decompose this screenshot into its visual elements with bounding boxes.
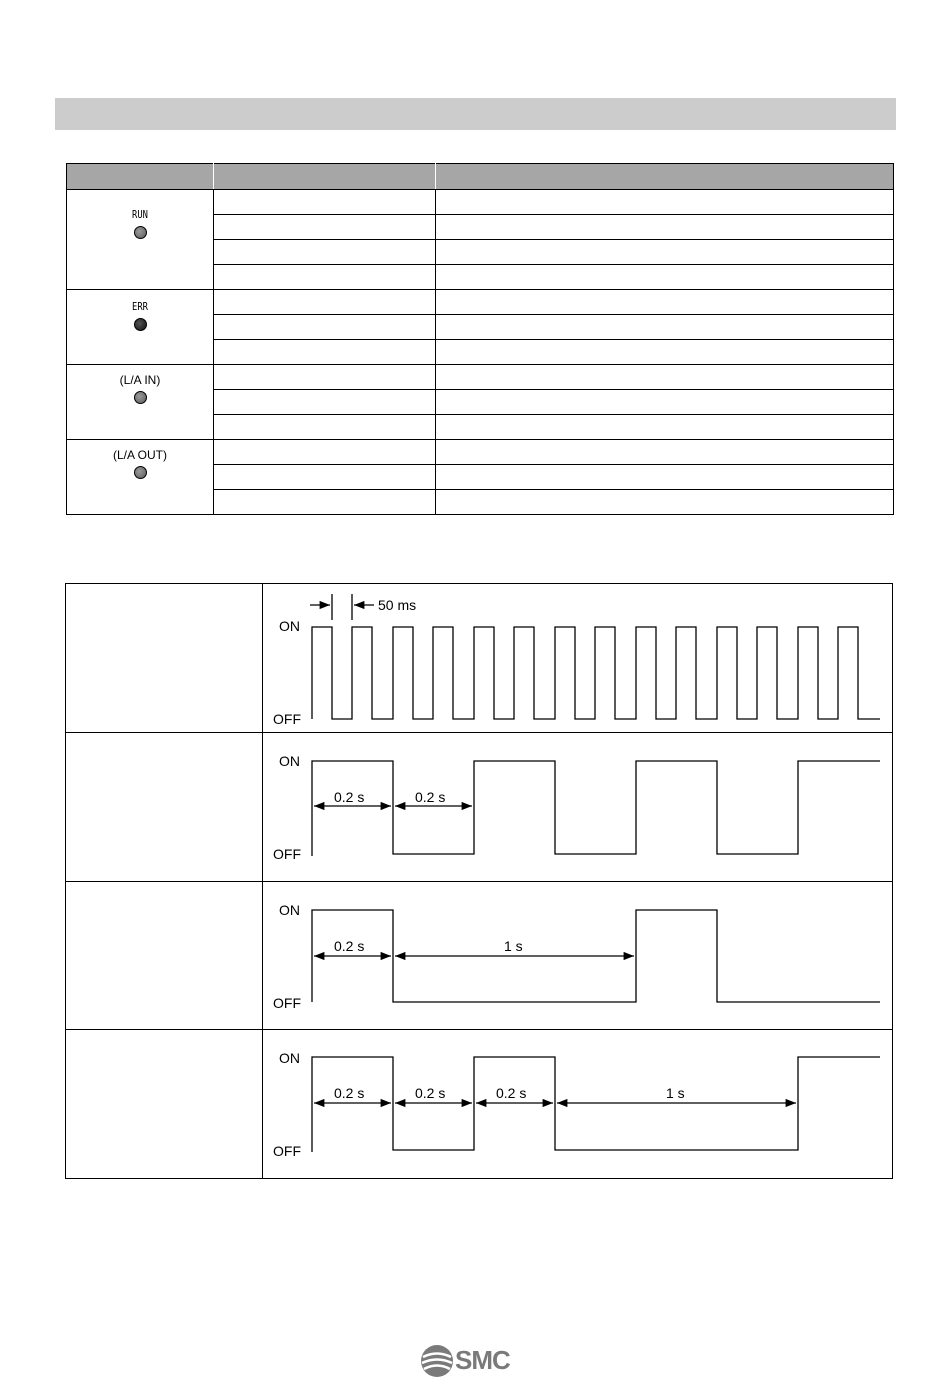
- duration-label: 0.2 s: [415, 789, 446, 805]
- smc-logo-text: SMC: [455, 1345, 510, 1375]
- duration-label: 1 s: [666, 1085, 685, 1101]
- double-flash-waveform: [312, 1057, 880, 1152]
- table-cell: [436, 265, 894, 290]
- table-cell: [214, 340, 436, 365]
- on-label: ON: [279, 753, 300, 769]
- header-led: [67, 164, 214, 190]
- table-cell: [214, 315, 436, 340]
- table-cell: [436, 340, 894, 365]
- header-description: [436, 164, 894, 190]
- table-cell: [436, 440, 894, 465]
- led-run-label: RUN: [132, 208, 148, 221]
- led-err-indicator: [134, 318, 147, 331]
- table-cell: [214, 215, 436, 240]
- duration-label: 0.2 s: [415, 1085, 446, 1101]
- table-cell: [214, 190, 436, 215]
- off-label: OFF: [273, 711, 301, 727]
- flicker-waveform: [312, 627, 880, 719]
- table-cell: [436, 465, 894, 490]
- table-cell: [214, 465, 436, 490]
- led-la-in-indicator: [134, 391, 147, 404]
- section-header-bar: [55, 98, 896, 130]
- led-la-out-indicator: [134, 466, 147, 479]
- smc-logo: [420, 1344, 532, 1380]
- table-cell: [436, 390, 894, 415]
- table-cell: [214, 240, 436, 265]
- table-cell: [214, 440, 436, 465]
- table-cell: [214, 365, 436, 390]
- on-label: ON: [279, 902, 300, 918]
- period-50ms-label: 50 ms: [378, 597, 417, 613]
- led-la-out-cell: [67, 440, 214, 515]
- timing-diagrams: [66, 584, 892, 1178]
- table-cell: [436, 415, 894, 440]
- duration-label: 0.2 s: [334, 938, 365, 954]
- duration-label: 1 s: [504, 938, 523, 954]
- led-la-out-label: (L/A OUT): [112, 448, 167, 462]
- duration-label: 0.2 s: [334, 1085, 365, 1101]
- led-status-table: [66, 163, 894, 515]
- led-run-cell: [67, 190, 214, 290]
- table-cell: [214, 415, 436, 440]
- table-cell: [436, 240, 894, 265]
- led-la-in-label: (L/A IN): [119, 373, 161, 387]
- header-state: [214, 164, 436, 190]
- table-cell: [214, 490, 436, 515]
- table-cell: [436, 215, 894, 240]
- off-label: OFF: [273, 1143, 301, 1159]
- led-err-label: ERR: [132, 300, 148, 313]
- table-cell: [436, 290, 894, 315]
- table-cell: [436, 365, 894, 390]
- on-label: ON: [279, 1050, 300, 1066]
- timing-chart-table: [65, 583, 893, 1179]
- table-cell: [214, 265, 436, 290]
- led-err-cell: [67, 290, 214, 365]
- duration-label: 0.2 s: [334, 789, 365, 805]
- duration-label: 0.2 s: [496, 1085, 527, 1101]
- off-label: OFF: [273, 995, 301, 1011]
- on-label: ON: [279, 618, 300, 634]
- table-cell: [436, 315, 894, 340]
- blink-waveform: [312, 761, 880, 856]
- led-run-indicator: [134, 226, 147, 239]
- table-cell: [436, 190, 894, 215]
- table-cell: [214, 390, 436, 415]
- table-cell: [436, 490, 894, 515]
- off-label: OFF: [273, 846, 301, 862]
- table-cell: [214, 290, 436, 315]
- smc-logo-icon: [420, 1344, 454, 1378]
- led-la-in-cell: [67, 365, 214, 440]
